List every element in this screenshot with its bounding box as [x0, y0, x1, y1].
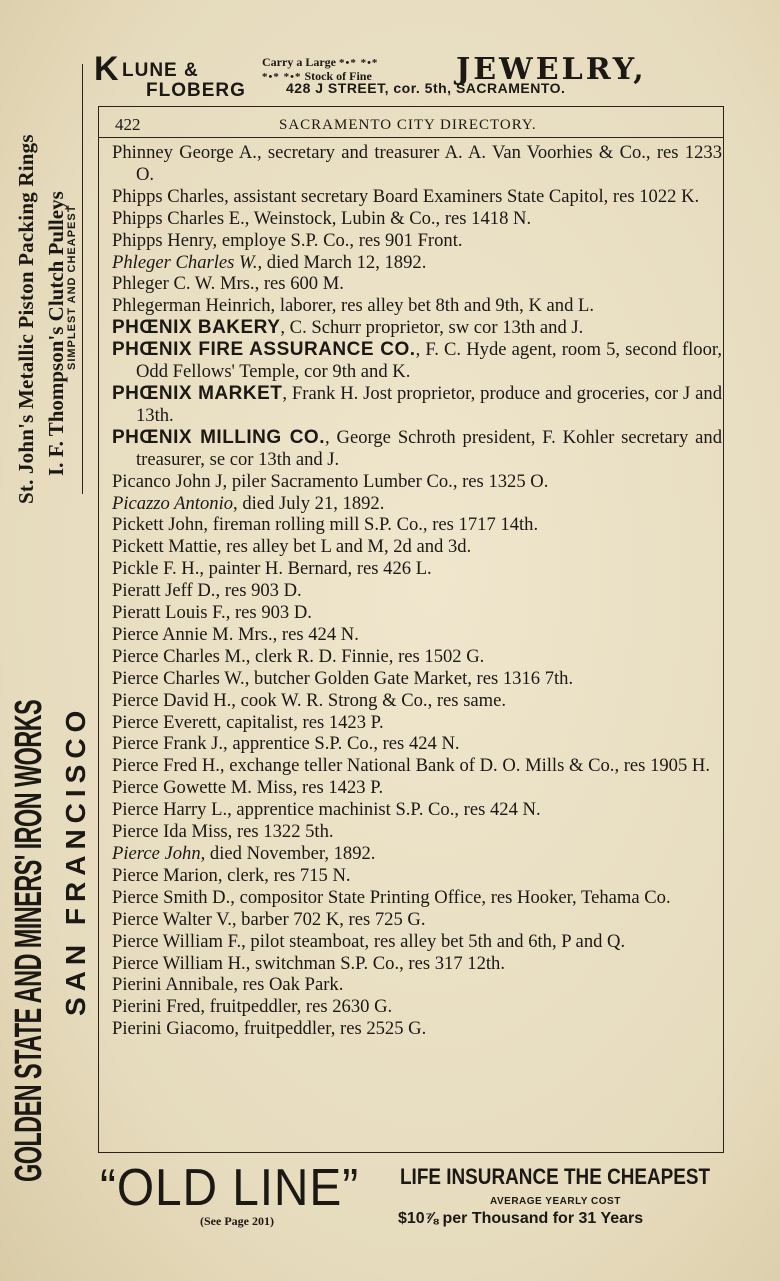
directory-entry	[112, 799, 722, 821]
entry-name: Pierce Gowette M. Miss	[112, 777, 293, 799]
entry-details: , barber 702 K, res 725 G.	[231, 908, 426, 930]
average-cost-label: AVERAGE YEARLY COST	[490, 1196, 621, 1207]
old-line-heading: “OLD LINE”	[100, 1159, 360, 1217]
entry-name: Pierce Fred H.	[112, 755, 220, 777]
directory-entry	[112, 514, 722, 536]
entry-name: Pierce John	[112, 843, 201, 864]
entry-details: , switchman S.P. Co., res 317 12th.	[245, 952, 505, 974]
directory-entry	[112, 646, 722, 668]
entry-details: , res 903 D.	[225, 602, 312, 624]
entry-details: , compositor State Printing Office, res Hooker, Tehama Co.	[230, 886, 671, 908]
entry-name: Pierini Giacomo	[112, 1018, 235, 1040]
directory-entry	[112, 273, 722, 295]
directory-entry	[112, 383, 722, 427]
entry-details: , exchange teller National Bank of D. O. Mills & Co., res 1905 H.	[219, 755, 710, 777]
directory-entry	[112, 317, 722, 339]
directory-entry	[112, 953, 722, 975]
entry-name: Phlegerman Heinrich	[112, 295, 271, 317]
directory-entry	[112, 865, 722, 887]
entry-name: Pierce Smith D.	[112, 886, 231, 908]
entry-details: , Frank H. Jost proprietor, produce and groceries, cor J and 13th.	[136, 382, 722, 426]
directory-entry	[112, 974, 722, 996]
entry-details: , died July 21, 1892.	[233, 492, 385, 514]
entry-name: Pickett John	[112, 514, 204, 536]
entry-name: PHŒNIX MILLING CO.	[112, 426, 325, 448]
entry-details: , clerk, res 715 N.	[217, 864, 351, 886]
entry-name: Pierce Marion	[112, 864, 218, 886]
entry-details: , fireman rolling mill S.P. Co., res 1717 14th.	[203, 514, 539, 536]
stars-ornament-2: *•* *•*	[262, 71, 302, 83]
entry-name: PHŒNIX BAKERY	[112, 317, 281, 339]
life-insurance-heading: LIFE INSURANCE THE CHEAPEST	[400, 1164, 711, 1189]
directory-entry	[112, 493, 722, 515]
directory-entry	[112, 624, 722, 646]
entry-details: , res 424 N.	[272, 623, 359, 645]
directory-entry	[112, 208, 722, 230]
directory-entry	[112, 186, 722, 208]
directory-entry	[112, 295, 722, 317]
entry-details: , secretary and treasurer A. A. Van Voorhies & Co., res 1233 O.	[136, 142, 722, 185]
directory-entry	[112, 909, 722, 931]
directory-entry	[112, 427, 722, 471]
entry-details: , butcher Golden Gate Market, res 1316 7th.	[244, 667, 574, 689]
entry-name: Pierce David H.	[112, 689, 232, 711]
entry-details: , Weinstock, Lubin & Co., res 1418 N.	[244, 207, 532, 229]
entry-details: , res 1423 P.	[292, 777, 384, 799]
entry-details: , painter H. Bernard, res 426 L.	[199, 558, 432, 580]
directory-entry	[112, 843, 722, 865]
entry-name: Pierini Fred	[112, 996, 201, 1018]
directory-entry	[112, 230, 722, 252]
directory-entry	[112, 602, 722, 624]
entry-details: , clerk R. D. Finnie, res 1502 G.	[245, 645, 485, 667]
entry-details: , res Oak Park.	[233, 974, 344, 996]
thompson-clutch-pulleys-ad: I. F. Thompson's Clutch Pulleys	[44, 191, 68, 476]
entry-name: Phleger C. W. Mrs.	[112, 273, 255, 295]
entry-details: , res alley bet L and M, 2d and 3d.	[216, 536, 472, 558]
entry-name: Pierce Charles M.	[112, 645, 246, 667]
entry-details: , C. Schurr proprietor, sw cor 13th and J.	[280, 317, 584, 339]
entry-details: , fruitpeddler, res 2525 G.	[234, 1018, 427, 1040]
insurance-price: $10⅞ per Thousand for 31 Years	[398, 1210, 644, 1227]
footer-insurance-ad	[100, 1158, 720, 1238]
page-title: SACRAMENTO CITY DIRECTORY.	[279, 117, 537, 133]
entry-name: Pierce Annie M. Mrs.	[112, 623, 273, 645]
entry-details: , fruitpeddler, res 2630 G.	[200, 996, 393, 1018]
entry-name: Pierce Frank J.	[112, 733, 224, 755]
directory-entry	[112, 339, 722, 383]
directory-entry	[112, 996, 722, 1018]
entry-name: PHŒNIX MARKET	[112, 382, 283, 404]
entry-name: Phipps Charles E.	[112, 207, 245, 229]
directory-entry	[112, 755, 722, 777]
entry-name: Pierce William H.	[112, 952, 246, 974]
entry-details: , apprentice S.P. Co., res 424 N.	[223, 733, 460, 755]
stars-ornament-1: *•* *•*	[338, 57, 379, 69]
entry-name: Phipps Charles	[112, 185, 225, 207]
entry-name: Pieratt Louis F.	[112, 602, 226, 624]
entry-name: Picanco John J	[112, 470, 223, 492]
directory-entry	[112, 931, 722, 953]
golden-state-iron-works-ad: GOLDEN STATE AND MINERS' IRON WORKS	[8, 699, 50, 1182]
page-number: 422	[115, 115, 141, 134]
directory-entry	[112, 536, 722, 558]
header-jewelry-ad	[96, 52, 726, 102]
entry-name: Pierce Ida Miss	[112, 821, 228, 843]
carry-line-2: Stock of Fine	[304, 69, 372, 83]
san-francisco-label: SAN FRANCISCO	[60, 704, 91, 1016]
entry-name: Phinney George A.	[112, 142, 257, 163]
directory-entry	[112, 142, 722, 186]
directory-entry	[112, 471, 722, 493]
store-address: 428 J STREET, cor. 5th, SACRAMENTO.	[286, 80, 566, 96]
entry-details: , res 1322 5th.	[227, 821, 334, 843]
entry-details: , res 600 M.	[254, 273, 344, 295]
entry-name: Pierce Everett	[112, 711, 217, 733]
entry-name: PHŒNIX FIRE ASSURANCE CO.	[112, 339, 416, 361]
entry-name: Pierce Charles W.	[112, 667, 245, 689]
directory-entry	[112, 690, 722, 712]
directory-entry	[112, 580, 722, 602]
title-rule	[99, 137, 723, 138]
entry-details: , laborer, res alley bet 8th and 9th, K and L.	[270, 295, 595, 317]
entry-details: , res 903 D.	[215, 580, 302, 602]
entry-details: , capitalist, res 1423 P.	[216, 711, 384, 733]
see-page-reference: (See Page 201)	[200, 1214, 274, 1228]
entry-details: , apprentice machinist S.P. Co., res 424 N.	[227, 799, 541, 821]
directory-entry	[112, 252, 722, 274]
directory-entry	[112, 1018, 722, 1040]
entry-name: Pickett Mattie	[112, 536, 217, 558]
carry-line-1: Carry a Large	[262, 55, 336, 69]
entry-details: , died November, 1892.	[200, 843, 376, 864]
simplest-cheapest-tagline: SIMPLEST AND CHEAPEST	[66, 204, 78, 370]
entry-details: , piler Sacramento Lumber Co., res 1325 O.	[222, 470, 549, 492]
directory-entry	[112, 821, 722, 843]
entry-name: Pierini Annibale	[112, 974, 234, 996]
directory-entry	[112, 887, 722, 909]
directory-entry	[112, 712, 722, 734]
entry-name: Pierce Walter V.	[112, 908, 232, 930]
entry-details: , died March 12, 1892.	[257, 251, 427, 273]
entry-details: , assistant secretary Board Examiners State Capitol, res 1022 K.	[224, 185, 700, 207]
directory-entry	[112, 733, 722, 755]
side-ad-divider	[82, 64, 83, 494]
entry-details: , employe S.P. Co., res 901 Front.	[212, 229, 463, 251]
klune-line-2: FLOBERG	[146, 80, 246, 101]
klune-line-1: LUNE &	[122, 60, 199, 81]
entry-name: Pickle F. H.	[112, 558, 200, 580]
st-johns-packing-rings-ad: St. John's Metallic Piston Packing Rings	[14, 134, 38, 504]
entry-name: Phipps Henry	[112, 229, 213, 251]
entry-name: Pierce Harry L.	[112, 799, 228, 821]
jewelry-heading: JEWELRY,	[456, 52, 647, 87]
entry-name: Phleger Charles W.	[112, 251, 258, 273]
entry-details: , F. C. Hyde agent, room 5, second floor, Odd Fellows' Temple, cor 9th and K.	[136, 339, 722, 383]
entry-details: , pilot steamboat, res alley bet 5th and 6th, P and Q.	[241, 930, 626, 952]
directory-entry	[112, 668, 722, 690]
entry-name: Pieratt Jeff D.	[112, 580, 216, 602]
entry-name: Picazzo Antonio	[112, 492, 234, 514]
klune-initial: K	[94, 50, 120, 88]
entry-details: , George Schroth president, F. Kohler secretary and treasurer, se cor 13th and J.	[136, 426, 723, 470]
directory-entry	[112, 558, 722, 580]
entry-name: Pierce William F.	[112, 930, 242, 952]
directory-entry	[112, 777, 722, 799]
directory-entries	[112, 142, 722, 1040]
entry-details: , cook W. R. Strong & Co., res same.	[231, 689, 507, 711]
